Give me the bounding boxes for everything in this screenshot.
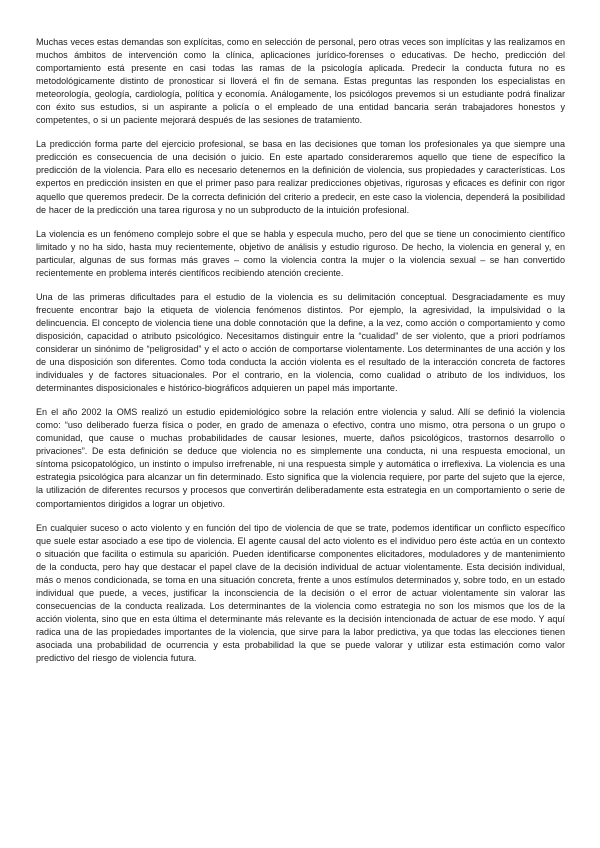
- paragraph-5: En el año 2002 la OMS realizó un estudio epidemiológico sobre la relación entre violencia y salud. Allí se definió la violencia como: “uso deliberado fuerza física o poder, en grado de amenaza o efectivo, contra uno mismo, otra persona o un grupo o comunidad, que cause o muchas probabilidades de causar lesiones, muerte, daños psicológicos, trastornos desarrollo o privaciones”. De esta definición se deduce que violencia no es simplemente una conducta, ni una respuesta emocional, un síntoma psicopatológico, un instinto o impulso irrefrenable, ni una respuesta simple y automática o irreflexiva. La violencia es una estrategia psicológica para alcanzar un fin determinado. Esto significa que la violencia requiere, por parte del sujeto que la ejerce, la utilización de diferentes recursos y procesos que convertirán deliberadamente esta estrategia en un comportamiento o serie de comportamientos dirigidos a lograr un objetivo.: [36, 407, 565, 509]
- paragraph-2: La predicción forma parte del ejercicio profesional, se basa en las decisiones que toman los profesionales ya que siempre una predicción es consecuencia de una decisión o juicio. En este apartado consideraremos aquello que tiene de específico la predicción de la violencia. Para ello es necesario detenernos en la definición de violencia, sus propiedades y características. Los expertos en predicción insisten en que el primer paso para realizar predicciones objetivas, rigurosas y eficaces es definir con rigor aquello que queremos predecir. De la correcta definición del criterio a predecir, en este caso la violencia, dependerá la posibilidad de hacer de la predicción una tarea rigurosa y no un subproducto de la intuición profesional.: [36, 139, 565, 215]
- paragraph-1: Muchas veces estas demandas son explícitas, como en selección de personal, pero otras veces son implícitas y las realizamos en muchos ámbitos de intervención como la clínica, aplicaciones jurídico-forenses o educativas. De hecho, predicción del comportamiento está presente en casi todas las ramas de la psicología aplicada. Predecir la conducta futura no es metodológicamente distinto de pronosticar si lloverá el fin de semana. Estas preguntas las responden los especialistas en meteorología, geología, cardiología, política y economía. Análogamente, los psicólogos prevemos si un estudiante podrá finalizar con éxito sus estudios, si un aspirante a policía o el empleado de una entidad bancaria serán trabajadores honestos y competentes, o si un paciente mejorará después de las sesiones de tratamiento.: [36, 37, 565, 126]
- paragraph-4: Una de las primeras dificultades para el estudio de la violencia es su delimitación conceptual. Desgraciadamente es muy frecuente encontrar bajo la etiqueta de violencia fenómenos distintos. Por ejemplo, la agresividad, la impulsividad o la delincuencia. El concepto de violencia tiene una doble connotación que la define, a la vez, como acción o comportamiento y como disposición, capacidad o atributo psicológico. Necesitamos distinguir entre la “cualidad” de ser violento, que a priori podríamos considerar un sinónimo de “peligrosidad” y el acto o acción de comportarse violentamente. Los determinantes de una acción y los de una disposición son diferentes. Como toda conducta la acción violenta es el resultado de la interacción concreta de factores individuales y de factores situacionales. Por el contrario, en la violencia, como cualidad o atributo de los individuos, los determinantes disposicionales e histórico-biográficos adquieren un papel más importante.: [36, 291, 565, 394]
- paragraph-6: En cualquier suceso o acto violento y en función del tipo de violencia de que se trate, podemos identificar un conflicto específico que suele estar asociado a ese tipo de violencia. El agente causal del acto violento es el individuo pero éste actúa en un contexto o situación que facilita o estimula su aparición. Pueden identificarse componentes elicitadores, moduladores y de mantenimiento de la conducta, pero hay que destacar el papel clave de la decisión individual de actuar violentamente. Esta decisión individual, más o menos condicionada, se toma en una situación concreta, frente a unos estímulos determinados y, sobre todo, en un estado individual que puede, a veces, justificar la inconsciencia de la decisión o el error de actuar violentamente sin valorar las consecuencias de la conducta realizada. Los determinantes de la violencia como estrategia no son los mismos que los de la acción violenta, sino que en esta última el determinante más relevante es la decisión intencionada de actuar de ese modo. Y aquí radica una de las propiedades importantes de la violencia, que sirve para la labor predictiva, ya que todas las elecciones tienen asociada una probabilidad de ocurrencia y esta probabilidad la que se puede valorar y utilizar esta estimación como valor predictivo del riesgo de violencia futura.: [36, 522, 565, 664]
- paragraph-3: La violencia es un fenómeno complejo sobre el que se habla y especula mucho, pero del que se tiene un conocimiento científico limitado y no ha sido, hasta muy recientemente, objetivo de análisis y estudio riguroso. De hecho, la violencia en general y, en particular, algunas de sus formas más graves – como la violencia contra la mujer o la violencia sexual – se han convertido recientemente en problema interés científicos recibiendo atención creciente.: [36, 228, 565, 278]
